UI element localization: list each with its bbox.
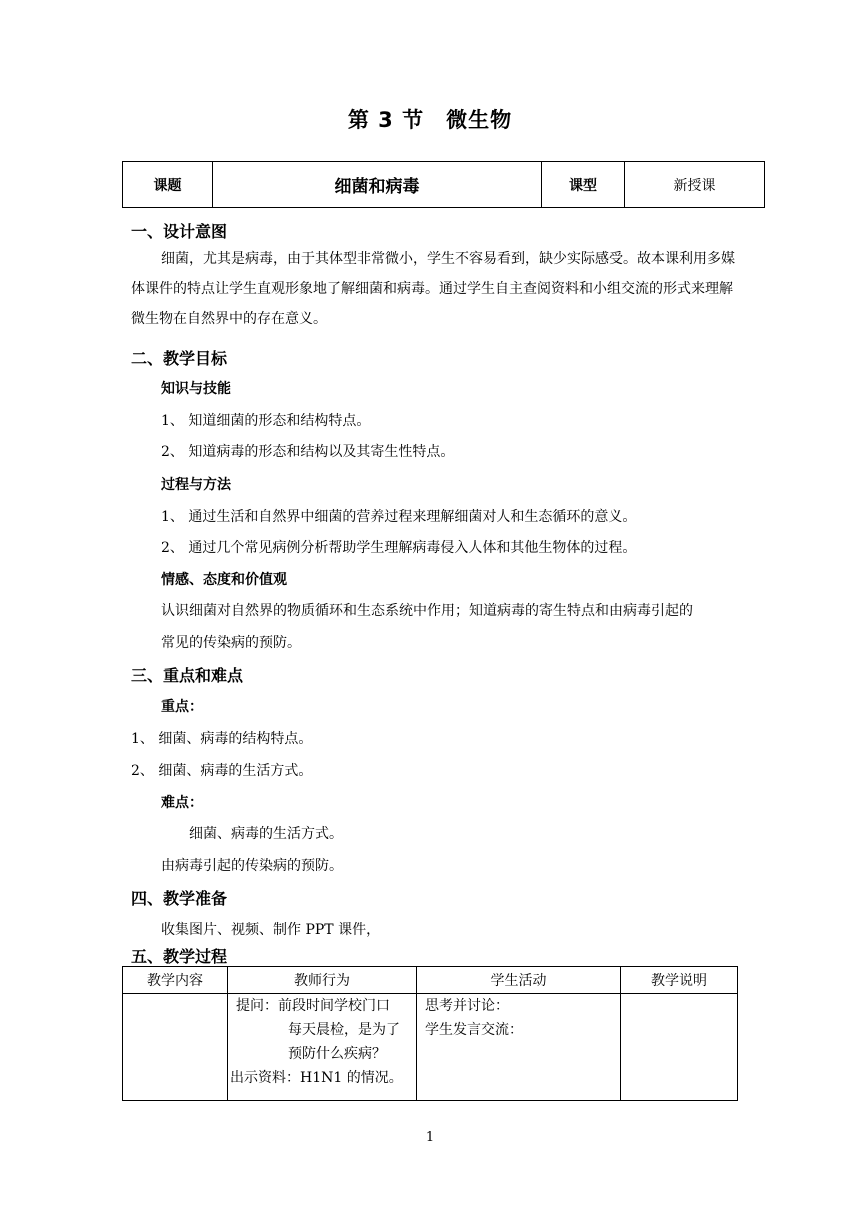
teacher-line: 出示资料：H1N1 的情况。: [230, 1070, 403, 1086]
difficulty-1: 细菌、病毒的生活方式。: [189, 826, 343, 842]
col-header-teacher: 教师行为: [228, 967, 417, 994]
key-point-1: 1、 细菌、病毒的结构特点。: [131, 731, 313, 747]
lesson-type-value: 新授课: [625, 162, 765, 208]
knowledge-item-1: 1、 知道细菌的形态和结构特点。: [161, 413, 371, 429]
section-heading-preparation: 四、教学准备: [131, 889, 228, 908]
student-line: 学生发言交流：: [425, 1022, 523, 1038]
key-point-2: 2、 细菌、病毒的生活方式。: [131, 763, 313, 779]
attitude-line-1: 认识细菌对自然界的物质循环和生态系统中作用；知道病毒的寄生特点和由病毒引起的: [161, 603, 693, 619]
student-line: 思考并讨论：: [425, 998, 509, 1014]
section-heading-key-points: 三、重点和难点: [131, 666, 244, 685]
lesson-info-table: [122, 161, 765, 208]
teacher-line: 提问：前段时间学校门口: [236, 998, 390, 1014]
section-heading-design: 一、设计意图: [131, 222, 228, 241]
table-row: [123, 994, 738, 1101]
col-header-student: 学生活动: [417, 967, 621, 994]
lesson-type-label: 课型: [542, 162, 625, 208]
col-header-note: 教学说明: [621, 967, 738, 994]
subheading-knowledge: 知识与技能: [161, 381, 231, 397]
col-header-content: 教学内容: [123, 967, 228, 994]
subheading-process: 过程与方法: [161, 477, 231, 493]
cell-student: [417, 994, 621, 1101]
key-points-label: 重点：: [161, 699, 203, 715]
cell-teacher: [228, 994, 417, 1101]
difficulties-label: 难点：: [161, 795, 203, 811]
page-title: 第 3 节 微生物: [347, 108, 513, 132]
preparation-text: 收集图片、视频、制作 PPT 课件，: [161, 922, 381, 938]
teacher-line: 每天晨检，是为了: [288, 1022, 400, 1038]
design-intent-paragraph: 细菌，尤其是病毒，由于其体型非常微小，学生不容易看到，缺少实际感受。故本课利用多媒体课件的特点让学生直观形象地了解细菌和病毒。通过学生自主查阅资料和小组交流的形式来理解微生物在自然界中的存在意义。: [131, 251, 735, 327]
cell-note: [621, 994, 738, 1101]
process-item-2: 2、 通过几个常见病例分析帮助学生理解病毒侵入人体和其他生物体的过程。: [161, 540, 637, 556]
subheading-attitude: 情感、态度和价值观: [161, 572, 287, 588]
section-heading-objectives: 二、教学目标: [131, 349, 228, 368]
teaching-process-table: [122, 966, 738, 1101]
teacher-line: 预防什么疾病？: [288, 1046, 386, 1062]
difficulty-2: 由病毒引起的传染病的预防。: [161, 858, 343, 874]
knowledge-item-2: 2、 知道病毒的形态和结构以及其寄生性特点。: [161, 444, 455, 460]
section-heading-process: 五、教学过程: [131, 947, 228, 966]
page-number: 1: [425, 1130, 435, 1145]
attitude-line-2: 常见的传染病的预防。: [161, 635, 301, 651]
process-item-1: 1、 通过生活和自然界中细菌的营养过程来理解细菌对人和生态循环的意义。: [161, 509, 637, 525]
topic-value: 细菌和病毒: [213, 162, 542, 208]
cell-content: [123, 994, 228, 1101]
topic-label: 课题: [123, 162, 213, 208]
